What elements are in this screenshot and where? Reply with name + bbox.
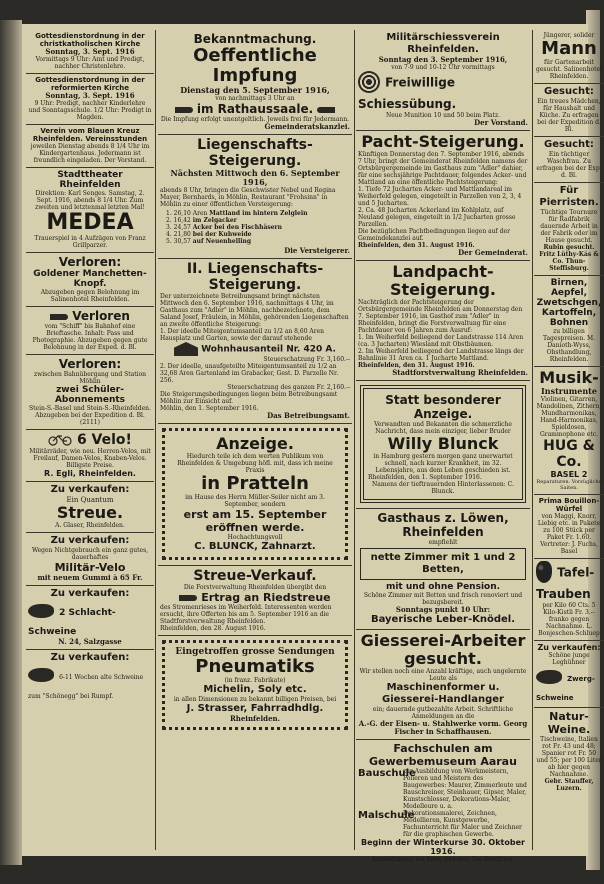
ad-border [162, 640, 348, 730]
ad-date: Dienstag den 5. September 1916, [180, 85, 330, 95]
parcel-label: Acker bei den Fischhäsern [192, 224, 283, 231]
ad-place-text: im Rathaussaale. [196, 102, 314, 116]
ad-title: Zu verkaufen: [537, 643, 601, 652]
target-icon [358, 71, 380, 93]
ad-title: Für Pierristen. [539, 185, 599, 208]
ad-text: Tüchtige Tournure für Radfabrik dauernde Arbeit in der Fabrik oder im Hause gesucht. [540, 209, 598, 244]
pig-icon [28, 668, 54, 682]
ad-zahnarzt [158, 424, 352, 566]
ad-stadttheater [26, 168, 154, 253]
ad-velo [26, 430, 154, 482]
ad-title-text: Verloren [72, 309, 130, 323]
parcel-number: 5. [166, 238, 172, 245]
ad-text: Ein tüchtiger Waschfrau. Zu erfragen bei der Exp. d. Bl. [536, 151, 602, 179]
ad-title: Pacht-Steigerung. [361, 132, 525, 151]
ad-text: Die Forstverwaltung Rheinfelden übergibt den [183, 584, 327, 591]
parcel-area: 24,57 [173, 224, 191, 231]
ad-title: Anzeige. [216, 434, 294, 453]
ad-title: Militärschiessverein Rheinfelden. [386, 32, 500, 55]
ad-title: Musik- [539, 368, 599, 387]
ad-body [28, 600, 152, 638]
ad-date: Sonntag den 3. September 1916, [378, 55, 508, 64]
pointing-hand-icon [179, 595, 197, 601]
ad-text: des Stromenrieses im Weiherfeld. Interessenten werden ersucht, ihre Offerten bis am 5. September 1916 an die Stadtforstverwaltung Rheinfelden. [160, 604, 332, 625]
ad-text: vom "Schiff" bis Bahnhof eine Brieftasche. Inhalt: Pass und Photographie. Abzugeben gegen gute Belohnung in der Exped. d. Bl. [32, 323, 148, 351]
ad-date: Rheinfelden, den 28. August 1916. [160, 625, 266, 632]
column-rule [155, 30, 156, 850]
parcel-number: 1. [166, 210, 172, 217]
book-spine-edge [0, 20, 22, 865]
ad-text: Steuerschatzung Fr. 3,160.-- [263, 356, 350, 363]
ad-title: Mann [541, 38, 597, 59]
ad-text: mit neuem Gummi à 65 Fr. [37, 573, 143, 582]
ad-date: erst am 15. September eröffnen werde. [183, 508, 327, 534]
ad-text: Ein Quantum [66, 496, 114, 504]
ad-text: 2. Der ideelle, unaufgeteilte Miteigentumsanteil zu 1/2 an 32,68 Aren Gartenland im Grabacker, Gest. D. Parzelle Nr. 256. [160, 363, 339, 384]
ad-text: Tischweine, Italien rot Fr. 43 und 48; Spanier rot Fr. 50 und 55; per 100 Liter ab hier gegen Nachnahme. [536, 736, 602, 778]
parcel-area: 21,80 [173, 231, 191, 238]
ad-title: Gesucht: [544, 139, 594, 150]
ad-body [358, 71, 528, 112]
ad-item: Freiwillige Schiessübung. [358, 75, 457, 111]
ad-sign: Namens der tieftrauernden Hinterlassenen: C. Blunck. [372, 481, 514, 495]
ad-body [536, 666, 602, 704]
ad-heading: Bekanntmachung. [193, 32, 317, 46]
house-icon [174, 342, 198, 356]
parcel-label: im Zelgacker [192, 217, 237, 224]
ad-text: Schöne junge Leghühner [548, 652, 590, 666]
ad-text: Die Steigerungsbedingungen liegen beim Betreibungsamt Möhlin zur Einsicht auf. [160, 391, 338, 405]
ad-item: mit und ohne Pension. [385, 582, 501, 592]
ad-title: Gottesdienstordnung in der reformierten Kirche [35, 76, 145, 92]
mourning-border [360, 385, 526, 503]
ad-title: Statt besonderer Anzeige. [385, 393, 501, 421]
ad-sign: Stadtforstverwaltung Rheinfelden. [392, 368, 528, 377]
school-name: Bauschule [358, 768, 416, 779]
ad-sign: Gebr. Stauffer, Luzern. [544, 778, 594, 792]
ad-sign: Das Betreibungsamt. [267, 411, 350, 420]
ad-mann [534, 30, 604, 84]
ad-text: Reparaturen. Vorzügliche Saiten. [536, 479, 602, 491]
ad-place [160, 102, 350, 116]
ad-text: empfiehlt [428, 539, 458, 546]
ad-leghuehner [534, 641, 604, 708]
ad-bouillon [534, 495, 604, 559]
column-rule [354, 30, 355, 850]
ad-item: Bayerische Leber-Knödel. [370, 614, 516, 625]
ad-title: Fachschulen am Gewerbemuseum Aarau [369, 742, 517, 768]
ad-todesanzeige [356, 381, 530, 509]
ad-title: Zu verkaufen: [50, 588, 130, 599]
ad-seller: A. Glaser, Rheinfelden. [55, 522, 125, 529]
parcel-area: 30,57 [173, 238, 191, 245]
ad-text: Vormittags 9 Uhr: Amt und Predigt, nachher Christenlehre. [35, 56, 145, 70]
ad-text: Abzugeben gegen Belohnung im Salinenhotel Rheinfelden. [40, 289, 140, 303]
ad-text: Jüngerer, solider [543, 32, 595, 39]
ad-gottesdienst-ref [26, 74, 154, 125]
ad-item-text: Ertrag an Riedstreue [201, 591, 331, 604]
ad-text: Wir stellen noch eine Anzahl kräftige, auch ungelernte Leute als [359, 668, 527, 682]
grapes-icon [536, 561, 552, 583]
ad-text: von 7-9 und 10-12 Uhr vormittags [391, 64, 495, 71]
ad-title-text: 6 Velo! [76, 432, 132, 448]
ad-item: zwei Schüler-Abonnements [54, 385, 126, 405]
ad-subtitle: Instrumente [541, 386, 597, 396]
parcel-row [166, 238, 344, 245]
ad-sign: C. BLUNCK, Zahnarzt. [194, 541, 316, 552]
ad-text: per Kilo 60 Cts. 5 Kilo-Kistli Fr. 3.-- franko gegen Nachnahme. L. Bonjeschen-Schluep [538, 602, 600, 637]
school-text: zur Ausbildung von Werkmeistern, Polieren und Meistern des Baugewerbes: Maurer, Zimmerleute und Bauschreiner, Steinhauer, Gipser, Maler, Kunstschlosser, Dekorations-Maler, Modelleure u. a. [403, 768, 527, 810]
ad-border [162, 428, 348, 560]
ad-date: Sonntag, 3. Sept. 1916 [45, 47, 135, 56]
ad-title: Verloren: [58, 357, 122, 371]
ad-text: 1. Der ideelle Miteigentumsanteil zu 1/2 an 8,60 Aren Hausplatz und Garten, sowie der darauf stehende [160, 328, 325, 342]
ad-text: von Maggi, Knorr, Liebig etc. in Pakete zu 100 Stück per Paket Fr. 1.60. [537, 513, 601, 541]
parcel-label: auf Neuenhelling [192, 238, 252, 245]
ad-title: Tafel-Trauben [536, 565, 595, 601]
ad-item: Michelin, Soly etc. [203, 684, 307, 695]
ad-text: Neue Munition 10 und 50 beim Platz. [385, 112, 501, 119]
ad-date: Sonntag, 3. Sept. 1916 [45, 91, 135, 100]
parcel-row [166, 224, 344, 231]
ad-text: Hochachtungsvoll [227, 534, 283, 541]
pointing-hand-icon [317, 107, 335, 113]
pig-icon [28, 604, 54, 618]
parcel-area: 26,10 Aren [173, 210, 208, 217]
ad-text: jeweilen Dienstag abends 8 1/4 Uhr im Kindergartenhaus. Jedermann ist freundlich eingeladen. Der Vorstand. [30, 143, 150, 164]
ad-fachschulen [356, 740, 530, 866]
ad-gesucht-1 [534, 84, 604, 137]
ad-text: Verwandten und Bekannten die schmerzliche Nachricht, dass mein einziger, lieber Bruder [374, 421, 512, 435]
ad-kaufen-last [26, 650, 154, 705]
parcel-row [166, 231, 344, 238]
ad-name: Willy Blunck [387, 434, 499, 453]
ad-liegenschaft-2 [158, 259, 352, 424]
ad-musik-hug [534, 367, 604, 495]
ad-body [536, 561, 602, 602]
ad-title: Gesucht: [544, 86, 594, 97]
ad-place: in Pratteln [201, 473, 309, 494]
ad-item-text: Wohnhausanteil Nr. 420 A. [201, 344, 336, 355]
ad-sign: Der Vorstand. [474, 118, 528, 127]
ad-title [28, 432, 152, 448]
ad-pneumatiks [158, 636, 352, 735]
ad-title: Gottesdienstordnung in der christkatholischen Kirche [35, 32, 145, 48]
ad-text: Rubin gesucht. [543, 244, 595, 251]
medea-title: MEDEA [46, 210, 134, 235]
ad-title: II. Liegenschafts-Steigerung. [186, 261, 324, 293]
ad-streue-verkauf [158, 566, 352, 636]
ad-kaufen-velo [26, 533, 154, 586]
ad-date: Beginn der Winterkurse 30. Oktober 1916. [361, 838, 525, 856]
ad-landpacht [356, 261, 530, 381]
ad-title: Giesserei-Arbeiter gesucht. [360, 631, 526, 668]
newspaper-page [22, 24, 602, 863]
ad-text: Schöne Zimmer mit Betten und frisch renoviert und bezugsbereit. [363, 592, 523, 606]
ad-title: Verloren: [58, 255, 122, 269]
ad-item: Goldener Manchetten-Knopf. [33, 269, 147, 289]
ad-verein [26, 125, 154, 168]
ad-text: in allen Dimensionen zu bekannt billigen Preisen, bei [173, 696, 337, 703]
column-3 [356, 30, 530, 863]
ad-text: Steuerschatzung des ganzen Fr. 2,160.-- [227, 384, 350, 391]
parcel-row [166, 217, 344, 224]
ad-title: Birnen, Aepfel, Zwetschgen, Kartoffeln, Bohnen [536, 278, 602, 328]
ad-text: Stein-S.-Basel und Stein-S.-Rheinfelden. Abzugeben bei der Expedition d. Bl. (2111) [29, 405, 151, 426]
ad-title: Gasthaus z. Löwen, Rheinfelden [377, 511, 509, 539]
school-mal [358, 810, 528, 838]
ad-title: Verein vom Blauen Kreuz Rheinfelden. Vereinsstunden [32, 127, 148, 143]
parcel-list [166, 210, 344, 245]
ad-text: im Hause des Herrn Müller-Seiler nicht am 3. September, sondern [185, 494, 325, 508]
ad-title: Stadttheater Rheinfelden [57, 170, 123, 190]
ad-sign: Die Versteigerer. [284, 246, 350, 255]
ad-body [28, 664, 152, 702]
ad-text: abends 8 Uhr, bringen die Geschwister Nebel und Regina Mayer, Bernhards, in Möhlin, Restaurant "Frohsinn" in Möhlin zu einer öffentlichen Versteigerung: [160, 187, 336, 208]
ad-sign: Vertreter: J. Fuchs, Basel [540, 541, 598, 555]
ad-gasthaus-loewen [356, 509, 530, 630]
ad-item [160, 591, 350, 604]
pointing-hand-icon [50, 314, 68, 320]
ad-item: 2 Schlacht-Schweine [28, 608, 116, 637]
ad-item: Zwerg-Schweine [536, 675, 595, 702]
ad-title: Oeffentliche Impfung [193, 45, 317, 86]
ad-text: zwischen Bahnübergang und Station Möhlin [33, 371, 147, 385]
ad-text: Hiedurch teile ich dem werten Publikum von Rheinfelden & Umgebung höfl. mit, dass ich meine Praxis [177, 453, 333, 474]
ad-text: Der unterzeichnete Betreibungsamt bringt nächsten Mittwoch den 6. September 1916, nachmittags 4 Uhr, im Gasthaus zum "Adler" in Möhlin, nachbezeichnete, dem Saland Josef, Fräulein, in Möhlin, gehörenden Liegenschaften an zweite öffentliche Steigerung: [160, 293, 349, 328]
parcel-area: 16,42 [173, 217, 191, 224]
school-text: Dekorationsmalerei, Zeichnen, Modellieren, Kunstgewerbe, Fachunterricht für Maler und Zeichner für die graphischen Gewerbe. [403, 810, 522, 838]
ad-date: Nächsten Mittwoch den 6. September 1916, [170, 168, 340, 187]
ad-trauben [534, 559, 604, 641]
ad-impfung [158, 30, 352, 135]
bicycle-icon [48, 434, 72, 446]
ad-text: für Gartenarbeit gesucht. Salinenhotel Rheinfelden. [536, 59, 602, 80]
ad-date: Rheinfelden, den 1. September 1916. [368, 474, 482, 481]
ad-item: Streue. [56, 503, 124, 522]
ad-text: (in franz. Fabrikate) [224, 677, 286, 684]
ad-sign: Fritz Lüthy-Käs & Co. Thun-Steffisburg. [539, 251, 599, 272]
ad-sign: Der Gemeinderat. [458, 248, 528, 257]
school-name: Malschule [358, 810, 415, 821]
ad-text: Die bezüglichen Pachtbedingungen liegen auf der Gemeindekanzlei auf. [358, 228, 510, 242]
ad-text: 6-11 Wochen alte Schweine zum "Schönegg" bei Rumpf. [28, 674, 144, 700]
ad-text: N. 24, Salzgasse [58, 637, 122, 646]
ad-text: Sonntags punkt 10 Uhr: [395, 605, 491, 614]
parcel-number: 2. [166, 217, 172, 224]
column-1 [26, 30, 154, 850]
ad-verloren-3 [26, 355, 154, 430]
ad-text: Militärräder, wie neu. Herren-Velos, mit Freilauf, Damen-Velos, Knaben-Velos. Billigste Preise. [29, 448, 151, 469]
ad-text: 9 Uhr: Predigt, nachher Kinderlehre und Sonntagsschule. 1/2 Uhr: Predigt in Magden. [28, 100, 152, 121]
ad-kaufen-streue [26, 482, 154, 533]
ad-sign: J. Strasser, Fahrradhdlg. [186, 703, 324, 714]
ad-title: Zu verkaufen: [50, 535, 130, 546]
ad-text: Direktion: Karl Senges. Samstag, 2. Sept. 1916, abends 8 1/4 Uhr. Zum zweiten und letztenmal letzten Mal! [35, 190, 145, 211]
ad-title: Landpacht-Steigerung. [389, 262, 496, 299]
ad-text: Trauerspiel in 4 Aufzügen von Franz Grillparzer. [34, 235, 146, 249]
ad-title: Zu verkaufen: [50, 484, 130, 495]
ad-title: Liegenschafts-Steigerung. [197, 137, 313, 169]
ad-text: zu billigen Tagespreisen. M. Danioth-Wyss, Obsthandlung, Rheinfelden. [542, 328, 596, 363]
ad-text: 1. Im Weiherfeld beiliegend der Landstrasse 114 Aren (ca. 3 Jucharten) Wiesland mit Obstbäumen. [358, 334, 524, 348]
ad-obst [534, 276, 604, 367]
ad-text: Nachträglich der Pachtsteigerung der Ortsbürgergemeinde Rheinfelden am Donnerstag den 7. September 1916, im Gasthof zum "Adler" in Rheinfelden, bringt die Forstverwaltung für eine Pachtdauer von 6 Jahren zum Ausruf: [358, 299, 523, 334]
ad-verloren-1 [26, 253, 154, 307]
ad-text: in Hamburg gestern morgen ganz unerwartet schnell, nach kurzer Krankheit, im 32. Lebensjahre, aus dem Leben geschieden ist. [373, 453, 513, 474]
ad-text: Ein treues Mädchen, für Haushalt und Küche. Zu erfragen bei der Expedition d. Bl. [537, 98, 601, 133]
pointing-hand-icon [175, 107, 193, 113]
ad-item: Militär-Velo [54, 561, 126, 574]
parcel-number: 3. [166, 224, 172, 231]
ad-title: Eingetroffen grosse Sendungen [175, 647, 335, 657]
ad-text: 1. Tiefe 72 Jucharten Acker- und Mattlandareal im Weiherfeld gelegen, eingeteilt in Parzellen von 2, 3, 4 und 5 Jucharten. [358, 186, 522, 207]
ad-text: Wegen Nichtgebrauch ein ganz gutes, dauerhaftes [31, 547, 149, 561]
ad-gottesdienst-kath [26, 30, 154, 74]
parcel-number: 4. [166, 231, 172, 238]
ad-text: ein; dauernde gutbezahlte Arbeit. Schriftliche Anmeldungen an die [372, 706, 514, 720]
ad-sign: Gemeinderatskanzlei. [264, 122, 350, 131]
ad-date: Rheinfelden, den 31. August 1916. [358, 242, 475, 249]
ad-text: Die Impfung erfolgt unentgeltlich. Jeweils frei für Jedermann. [160, 116, 350, 123]
ad-gesucht-2 [534, 137, 604, 183]
ad-title [28, 309, 152, 323]
pig-icon [536, 670, 562, 684]
ad-date: Rheinfelden, den 31. August 1916. [358, 362, 475, 369]
school-bau [358, 768, 528, 810]
ad-date: Möhlin, den 1. September 1916. [160, 405, 259, 412]
parcel-label: bei der Kuhweide [192, 231, 252, 238]
ad-text: 2. Im Weiherfeld beiliegend der Landstrasse längs der Bahnlinie 31 Aren ca. 1 Jucharte Mattland. [358, 348, 524, 362]
ad-title: Streue-Verkauf. [193, 568, 317, 584]
parcel-row [166, 210, 344, 217]
ad-giesserei [356, 630, 530, 740]
ad-city: Rheinfelden. [229, 714, 281, 723]
ad-item: Pneumatiks [195, 656, 315, 677]
ad-kaufen-schwein [26, 586, 154, 650]
column-rule [532, 30, 533, 850]
ad-text: 2. Ca. 48 Jucharten Ackerland im Kohlplatz, auf Neuland gelegen, eingeteilt in 1/2 Jucharten grosse Parzellen. [358, 207, 516, 228]
ad-sign: A.-G. der Eisen- u. Stahlwerke vorm. Georg Fischer in Schaffhausen. [358, 719, 528, 736]
column-4 [534, 30, 604, 850]
ad-liegenschaft-1 [158, 135, 352, 259]
parcel-label: Mattland im hintern Zelglein [209, 210, 308, 217]
ad-pacht [356, 131, 530, 261]
ad-text: Künftigen Donnerstag den 7. September 1916, abends 7 Uhr, bringt der Gemeinderat Rheinfelden namens der Ortsbürgergemeinde im Gasthaus zum "Adler" dahier, für eine sechsjährige Pachtdauer, folgendes Acker- und Mattland an eine öffentliche Pachtsteigerung: [358, 151, 528, 186]
ad-sign: Anmeldungen bis Ende Oktober. Die Direktion. [371, 856, 515, 863]
ad-naturweine [534, 708, 604, 795]
ad-seller: R. Egli, Rheinfelden. [44, 469, 136, 478]
ad-schiessverein [356, 30, 530, 131]
ad-city: BASEL 2 [550, 470, 588, 479]
ad-pierristen [534, 183, 604, 276]
ad-title: Natur-Weine. [547, 710, 591, 736]
ad-title: Prima Bouillon-Würfel [538, 497, 600, 513]
ad-text: von nachmittags 3 Uhr an [215, 95, 295, 102]
ad-item [160, 342, 350, 356]
ad-item: Maschinenformer u. Giesserei-Handlanger [382, 682, 504, 705]
ad-firm: HUG & Co. [543, 438, 595, 470]
ad-text: Violinen, Gitarren, Mandolinen, Zithern, Mundharmonikas, Hand-Harmonikas, Spieldosen, Grammophone etc. [536, 396, 602, 438]
ad-verloren-2 [26, 307, 154, 355]
ad-title: Zu verkaufen: [50, 652, 130, 663]
column-2 [158, 30, 352, 850]
ad-item: nette Zimmer mit 1 und 2 Betten, [360, 548, 526, 580]
